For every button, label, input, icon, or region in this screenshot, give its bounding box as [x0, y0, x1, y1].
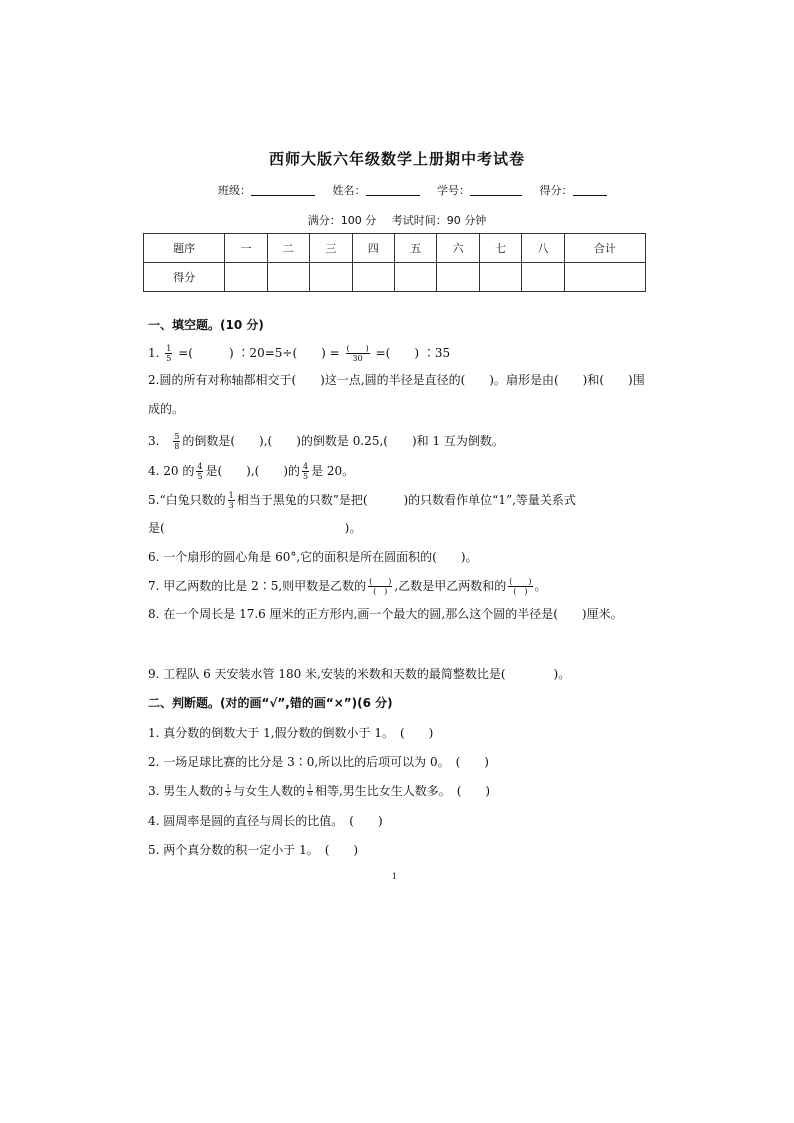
exam-time: 考试时间：90 分钟 [391, 214, 487, 227]
score-table-header-row [144, 234, 646, 263]
q-prefix: 1. [148, 346, 160, 360]
score-table-header: 五 [394, 234, 436, 263]
q-text: 5.“白兔只数的 [148, 493, 226, 507]
score-cell[interactable] [564, 263, 645, 292]
score-table-header: 题序 [144, 234, 225, 263]
fraction-numerator: 4 [303, 462, 309, 471]
q-text: 相当于黑兔的只数”是把( )的只数看作单位“1”,等量关系式 [236, 493, 576, 507]
q-text: 与女生人数的 [233, 784, 306, 798]
class-label: 班级： [218, 184, 251, 197]
fraction-numerator: 1 [228, 491, 234, 500]
fraction-numerator: 1 [226, 784, 231, 791]
fraction-numerator: ( ) [509, 577, 532, 586]
fraction-denominator: 8 [174, 442, 180, 451]
section-true-false-title: 二、判断题。(对的画“√”,错的画“×”)(6 分) [148, 696, 393, 710]
fraction-denominator: 3 [228, 501, 234, 510]
fraction-numerator: ( ) [369, 577, 392, 586]
question-2-2: 2. 一场足球比赛的比分是 3∶0,所以比的后项可以为 0。 ( ) [148, 755, 489, 769]
q-text: 的倒数是( ),( )的倒数是 0.25,( )和 1 互为倒数。 [182, 434, 504, 448]
fraction-numerator: 1 [166, 344, 172, 353]
fraction-denominator: 6 [308, 791, 312, 798]
name-blank[interactable] [366, 185, 420, 196]
fraction-numerator: 5 [174, 432, 180, 441]
q-text: =( ) ∶35 [375, 346, 451, 360]
question-1-6: 6. 一个扇形的圆心角是 60°,它的面积是所在圆面积的( )。 [148, 550, 478, 564]
question-2-3 [148, 783, 490, 799]
fraction-numerator: 4 [197, 462, 203, 471]
q-text: 相等,男生比女生人数多。 ( ) [314, 784, 491, 798]
name-field[interactable] [333, 184, 420, 197]
score-table-header: 合计 [564, 234, 645, 263]
question-2-4: 4. 圆周率是圆的直径与周长的比值。 ( ) [148, 814, 383, 828]
fraction [346, 344, 370, 363]
q-text: 4. 20 的 [148, 464, 195, 478]
fraction [228, 491, 235, 510]
fraction-numerator: ( ) [346, 344, 369, 353]
section-fill-in-title: 一、填空题。(10 分) [148, 318, 264, 332]
full-score: 满分：100 分 [307, 214, 377, 227]
student-id-field[interactable] [437, 184, 522, 197]
score-blank[interactable] [573, 185, 607, 196]
score-cell[interactable] [437, 263, 479, 292]
score-table-header: 七 [479, 234, 521, 263]
fraction-denominator: 5 [166, 354, 172, 363]
score-cell[interactable] [310, 263, 352, 292]
fraction [307, 785, 313, 798]
fraction-denominator: 30 [352, 354, 363, 363]
fraction-denominator: 5 [226, 791, 231, 798]
question-1-3 [148, 432, 504, 451]
score-table-header: 六 [437, 234, 479, 263]
fraction [225, 785, 231, 798]
class-blank[interactable] [251, 185, 315, 196]
question-1-5 [148, 491, 576, 510]
score-cell[interactable] [522, 263, 564, 292]
q-text: ,乙数是甲乙两数和的 [394, 579, 507, 593]
score-cell[interactable] [479, 263, 521, 292]
q-text: 。 [534, 579, 547, 593]
question-1-2: 2.圆的所有对称轴都相交于( )这一点,圆的半径是直径的( )。扇形是由( )和( )围成的。 [148, 373, 645, 416]
page-number: 1 [392, 872, 398, 881]
fraction-numerator: 1 [308, 784, 312, 791]
question-2-5: 5. 两个真分数的积一定小于 1。 ( ) [148, 843, 359, 857]
score-table-header: 八 [522, 234, 564, 263]
student-id-label: 学号： [437, 184, 470, 197]
student-id-blank[interactable] [470, 185, 522, 196]
student-info-line [218, 182, 607, 198]
fraction-denominator: ( ) [513, 587, 528, 596]
fraction [165, 344, 172, 363]
score-cell[interactable] [267, 263, 309, 292]
score-table-header: 四 [352, 234, 394, 263]
question-1-8: 8. 在一个周长是 17.6 厘米的正方形内,画一个最大的圆,那么这个圆的半径是( )厘米。 [148, 607, 623, 621]
score-cell[interactable] [352, 263, 394, 292]
class-field[interactable] [218, 184, 315, 197]
score-row-label: 得分 [144, 263, 225, 292]
question-2-1: 1. 真分数的倒数大于 1,假分数的倒数小于 1。 ( ) [148, 726, 434, 740]
score-table [143, 233, 646, 292]
score-table-header: 一 [225, 234, 267, 263]
score-table-score-row [144, 263, 646, 292]
q-text: 是( ),( )的 [205, 464, 300, 478]
q-text: 3. 男生人数的 [148, 784, 224, 798]
q-prefix: 3. [148, 434, 160, 448]
exam-meta [0, 212, 794, 228]
q-text: 7. 甲乙两数的比是 2∶5,则甲数是乙数的 [148, 579, 367, 593]
fraction [196, 462, 203, 481]
q-text: 是 20。 [311, 464, 355, 478]
fraction-denominator: 5 [303, 472, 309, 481]
score-table-header: 二 [267, 234, 309, 263]
fraction-denominator: 5 [197, 472, 203, 481]
score-cell[interactable] [394, 263, 436, 292]
name-label: 姓名： [332, 184, 366, 197]
score-table-header: 三 [310, 234, 352, 263]
fraction [368, 577, 392, 596]
q-text: =( ) ∶20=5÷( ) = [178, 346, 340, 360]
exam-title: 西师大版六年级数学上册期中考试卷 [268, 150, 525, 168]
fraction [508, 577, 532, 596]
fraction [173, 432, 180, 451]
question-1-5-line2: 是( )。 [148, 521, 362, 535]
score-field[interactable] [540, 184, 607, 197]
fraction-denominator: ( ) [373, 587, 388, 596]
score-label: 得分： [539, 184, 573, 197]
score-cell[interactable] [225, 263, 267, 292]
question-1-1 [148, 344, 450, 363]
question-1-7 [148, 577, 547, 596]
question-1-9: 9. 工程队 6 天安装水管 180 米,安装的米数和天数的最简整数比是( )。 [148, 667, 571, 681]
fraction [302, 462, 309, 481]
question-1-4 [148, 462, 354, 481]
